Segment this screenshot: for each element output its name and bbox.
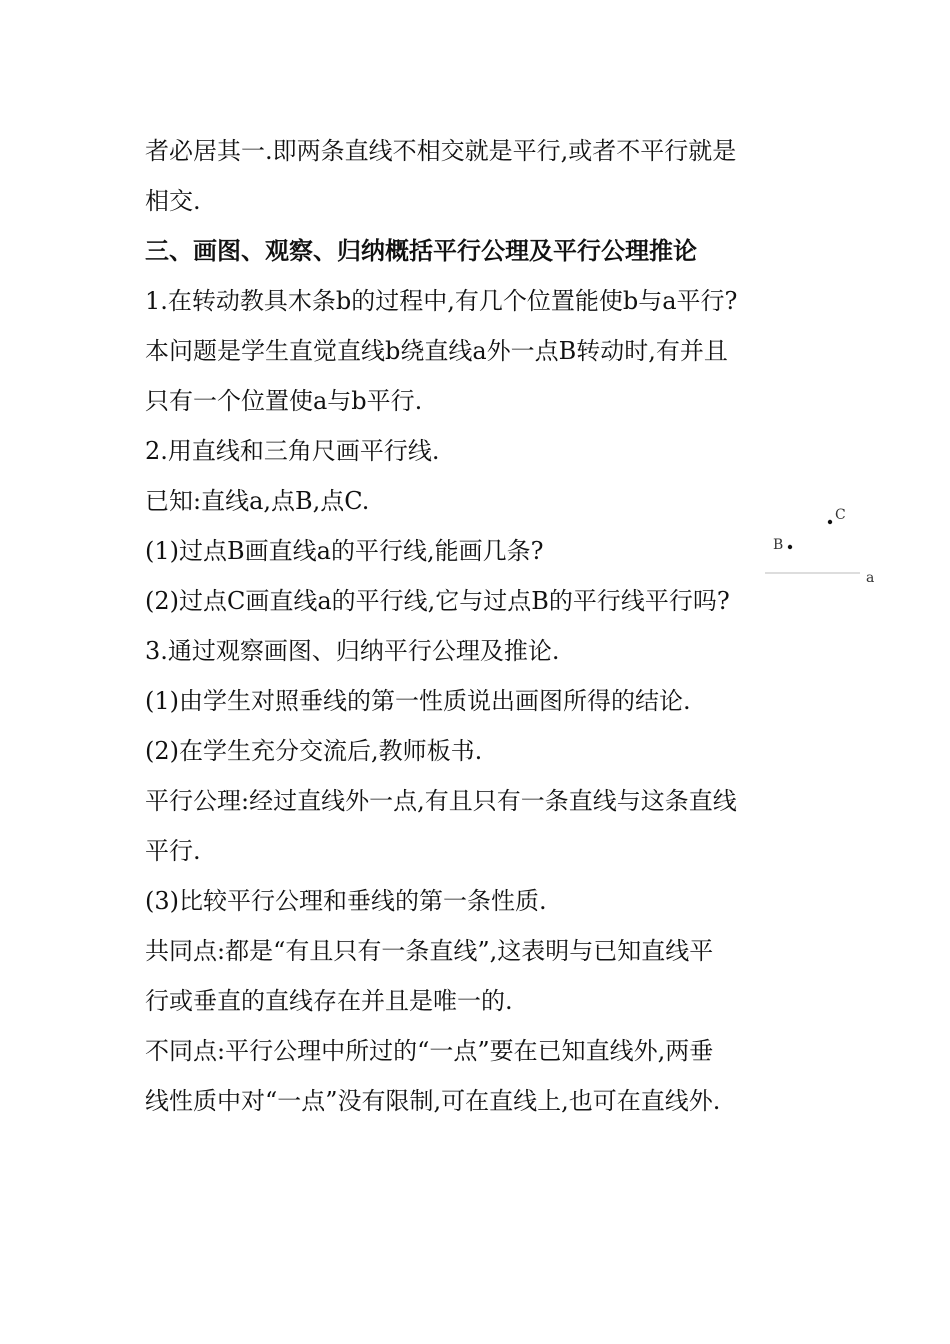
- text-line: (2)在学生充分交流后,教师板书.: [145, 737, 483, 765]
- text-line: 共同点:都是“有且只有一条直线”,这表明与已知直线平: [145, 937, 714, 965]
- text-line: 已知:直线a,点B,点C.: [145, 487, 370, 515]
- point-c-label: C: [835, 507, 846, 523]
- text-line: (1)过点B画直线a的平行线,能画几条?: [145, 537, 544, 565]
- text-line: 3.通过观察画图、归纳平行公理及推论.: [145, 637, 560, 665]
- section-heading: 三、画图、观察、归纳概括平行公理及平行公理推论: [145, 237, 697, 265]
- point-c-dot: [828, 520, 832, 524]
- text-line: 者必居其一.即两条直线不相交就是平行,或者不平行就是: [145, 137, 737, 165]
- point-b-dot: [788, 545, 792, 549]
- text-line: 不同点:平行公理中所过的“一点”要在已知直线外,两垂: [145, 1037, 714, 1065]
- text-line: (1)由学生对照垂线的第一性质说出画图所得的结论.: [145, 687, 691, 715]
- point-b-label: B: [773, 537, 784, 553]
- text-line: 1.在转动教具木条b的过程中,有几个位置能使b与a平行?: [145, 287, 738, 315]
- text-line: 相交.: [145, 187, 201, 215]
- text-line: 只有一个位置使a与b平行.: [145, 387, 423, 415]
- text-line: (3)比较平行公理和垂线的第一条性质.: [145, 887, 547, 915]
- geometry-figure: [760, 500, 900, 595]
- line-a-label: a: [866, 570, 875, 586]
- text-line: (2)过点C画直线a的平行线,它与过点B的平行线平行吗?: [145, 587, 730, 615]
- text-line: 线性质中对“一点”没有限制,可在直线上,也可在直线外.: [145, 1087, 721, 1115]
- text-line: 平行.: [145, 837, 201, 865]
- text-line: 2.用直线和三角尺画平行线.: [145, 437, 440, 465]
- text-line: 平行公理:经过直线外一点,有且只有一条直线与这条直线: [145, 787, 737, 815]
- text-line: 行或垂直的直线存在并且是唯一的.: [145, 987, 513, 1015]
- text-line: 本问题是学生直觉直线b绕直线a外一点B转动时,有并且: [145, 337, 728, 365]
